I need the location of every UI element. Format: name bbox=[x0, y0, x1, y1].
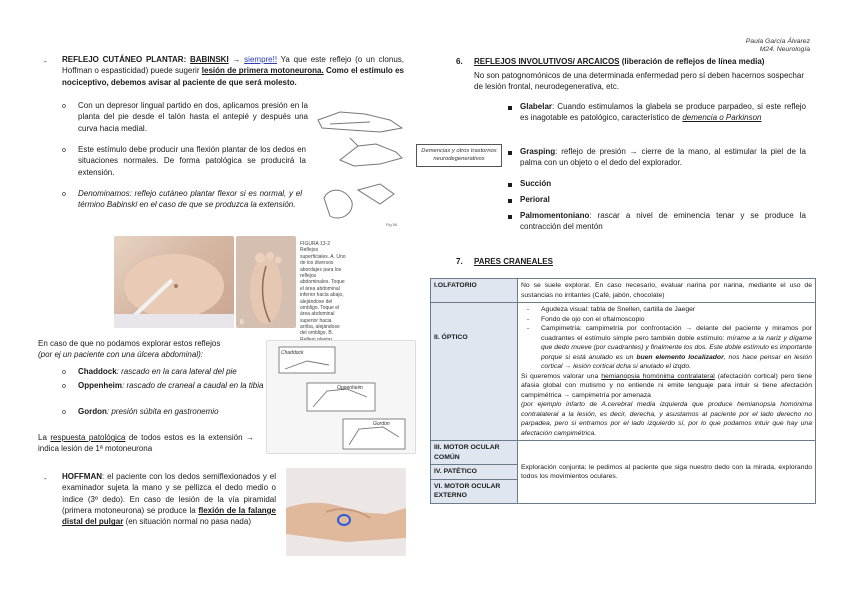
square-bullet bbox=[508, 151, 512, 155]
table-row bbox=[431, 279, 816, 303]
sub-bullet: o bbox=[62, 147, 66, 154]
nerve-motor-ocular-comun: III. MOTOR OCULAR COMÚN bbox=[431, 441, 518, 465]
alt-item-gordon: Gordon: presión súbita en gastronemio bbox=[78, 407, 219, 416]
oppenheim-label: Oppenheim bbox=[337, 385, 363, 391]
sub-bullet: o bbox=[62, 103, 66, 110]
section-6-number: 6. bbox=[456, 57, 463, 66]
gordon-label: Gordon bbox=[373, 421, 390, 427]
section-6-title: REFLEJOS INVOLUTIVOS/ ARCAICOS (liberación de reflejos de línea media) bbox=[474, 57, 765, 66]
page-header bbox=[746, 38, 810, 55]
alt-item-oppenheim: Oppenheim: rascado de craneal a caudal en la tibia bbox=[78, 381, 264, 390]
perioral-item: Perioral bbox=[520, 195, 550, 204]
alt-intro: En caso de que no podamos explorar estos reflejos (por ej un paciente con una úlcera abdominal): bbox=[38, 339, 221, 360]
sub-bullet: o bbox=[62, 409, 66, 416]
babinski-bullet: - bbox=[44, 57, 47, 66]
svg-text:B: B bbox=[240, 320, 245, 326]
chaddock-label: Chaddock bbox=[281, 350, 304, 356]
nerve-motor-ocular-externo: VI. MOTOR OCULAR EXTERNO bbox=[431, 479, 518, 503]
section-6-desc: No son patognomónicos de una determinada enfermedad pero sí deben hacernos sospechar de lesión frontal, neurodegenerativa, etc. bbox=[474, 71, 804, 92]
palmomentoniano-item: Palmomentoniano: rascar a nivel de eminencia tenar y se produce la contracción del mentón bbox=[520, 211, 806, 232]
square-bullet bbox=[508, 199, 512, 203]
babinski-item-2: Este estímulo debe producir una flexión plantar de los dedos en situaciones normales. De forma patológica se producirá la extensión. bbox=[78, 145, 306, 177]
succion-item: Succión bbox=[520, 179, 552, 188]
optico-content: - Agudeza visual: tabla de Snellen, cartilla de Jaeger - Fondo de ojo con el oftalmoscopio - Campimetría: campimetría por confrontación → delante del paciente y miramos por cuadrantes el estímulo simple pero también doble estímulo: mírame a la nariz y dígame que dedo mueve (por cuadrantes) y finalmente los dos. Este doble estímulo es importante porque si está anulado es un buen elemento localizador, nos hace pensar en lesión cortical → lesión cortical dcha si anulado el izqdo. Si queremos valorar una hemianopsia homónima contralateral (afectación cortical) pero tiene afasia global con mutismo y no entiende ni emite lenguaje para intuir si tiene afectación campimétrica → campimetría por amenaza (por ejemplo infarto de A.cerebral media izquierda que produce hemianopsia homónima contralateral a la lesión, es decir, derecha, y asustamos al paciente por el lado derecho no parpadea, pero si entramos por el lado izquierdo sí, por lo que podamos intuir que hay una afectación campimétrica. bbox=[518, 303, 816, 441]
author-name: Paula García Álvarez bbox=[745, 38, 810, 45]
plantar-reflex-drawing bbox=[310, 98, 412, 230]
abdominal-reflex-photo bbox=[114, 236, 234, 328]
sub-bullet: o bbox=[62, 369, 66, 376]
alt-reflexes-drawing bbox=[266, 340, 416, 454]
hoffman-paragraph: HOFFMAN: el paciente con los dedos semiflexionados y el examinador sujeta la mano y se pellizca el dedo medio o índice (3º dedo). En caso de lesión de la vía piramidal (primera motoneurona) se produce la flexión de la falange distal del pulgar (en situación normal no pasa nada) bbox=[62, 472, 276, 527]
table-row bbox=[431, 441, 816, 465]
square-bullet bbox=[508, 215, 512, 219]
babinski-item-3: Denominamos: reflejo cutáneo plantar flexor si es normal, y el término Babinski en el caso de que se produzca la extensión. bbox=[78, 189, 302, 210]
grasping-item: Grasping: reflejo de presión → cierre de la mano, al estimular la piel de la palma con un objeto o el dedo del explorador. bbox=[520, 147, 806, 168]
foot-sketch-icon bbox=[310, 98, 412, 230]
side-note: Demencias y otros trastornos neurodegenerativos bbox=[416, 144, 502, 167]
motor-text: Exploración conjunta: le pedimos al paciente que siga nuestro dedo con la mirada, explorando todos los movimientos oculares. bbox=[518, 441, 816, 504]
section-7-number: 7. bbox=[456, 257, 463, 266]
pathologic-response: La respuesta patológica de todos estos es la extensión → indica lesión de 1ª motoneurona bbox=[38, 433, 254, 454]
sub-bullet: o bbox=[62, 383, 66, 390]
course-name: M24. Neurología bbox=[759, 46, 810, 54]
plantar-reflex-photo bbox=[236, 236, 296, 328]
hoffman-bullet: - bbox=[44, 474, 47, 483]
babinski-paragraph: REFLEJO CUTÁNEO PLANTAR: BABINSKI → siempre!! Ya que este reflejo (o un clonus, Hoffman o espasticidad) puede sugerir lesión de primera motoneurona. Como el estímulo es nociceptivo, debemos avisar al paciente de que será molesto. bbox=[62, 55, 404, 87]
figure-caption: FIGURA 13-2 Reflejos superficiales. A. Uno de los diversos abordajes para los reflejos abdominales. Toque el área abdominal inferior hacia abajo, alejándose del ombligo. Toque el área abdominal superior hacia arriba, alejándose del ombligo. B. bbox=[300, 241, 346, 337]
table-row bbox=[431, 303, 816, 441]
babinski-item-1: Con un depresor lingual partido en dos, aplicamos presión en la planta del pie desde el talón hasta el antepié y después una curva hacia medial. bbox=[78, 101, 308, 133]
nerve-olfatorio: I.OLFATORIO bbox=[431, 279, 518, 303]
sub-bullet: o bbox=[62, 191, 66, 198]
fig-tag: Fig 56 bbox=[386, 222, 398, 227]
cranial-nerves-table bbox=[430, 278, 816, 504]
hoffman-photo bbox=[286, 468, 406, 556]
square-bullet bbox=[508, 183, 512, 187]
olfatorio-text: No se suele explorar. En caso necesario, evaluar narina por narina, mediante el uso de sustancias no irritantes (Café, jabón, chocolate) bbox=[518, 279, 816, 303]
square-bullet bbox=[508, 106, 512, 110]
alt-item-chaddock: Chaddock: rascado en la cara lateral del pie bbox=[78, 367, 237, 376]
section-7-title: PARES CRANEALES bbox=[474, 257, 553, 266]
glabelar-item: Glabelar: Cuando estimulamos la glabela se produce parpadeo, si este reflejo es inagotable es patológico, característico de demencia o Parkinson bbox=[520, 102, 806, 123]
nerve-optico: II. ÓPTICO bbox=[431, 303, 518, 441]
nerve-patetico: IV. PATÉTICO bbox=[431, 465, 518, 480]
